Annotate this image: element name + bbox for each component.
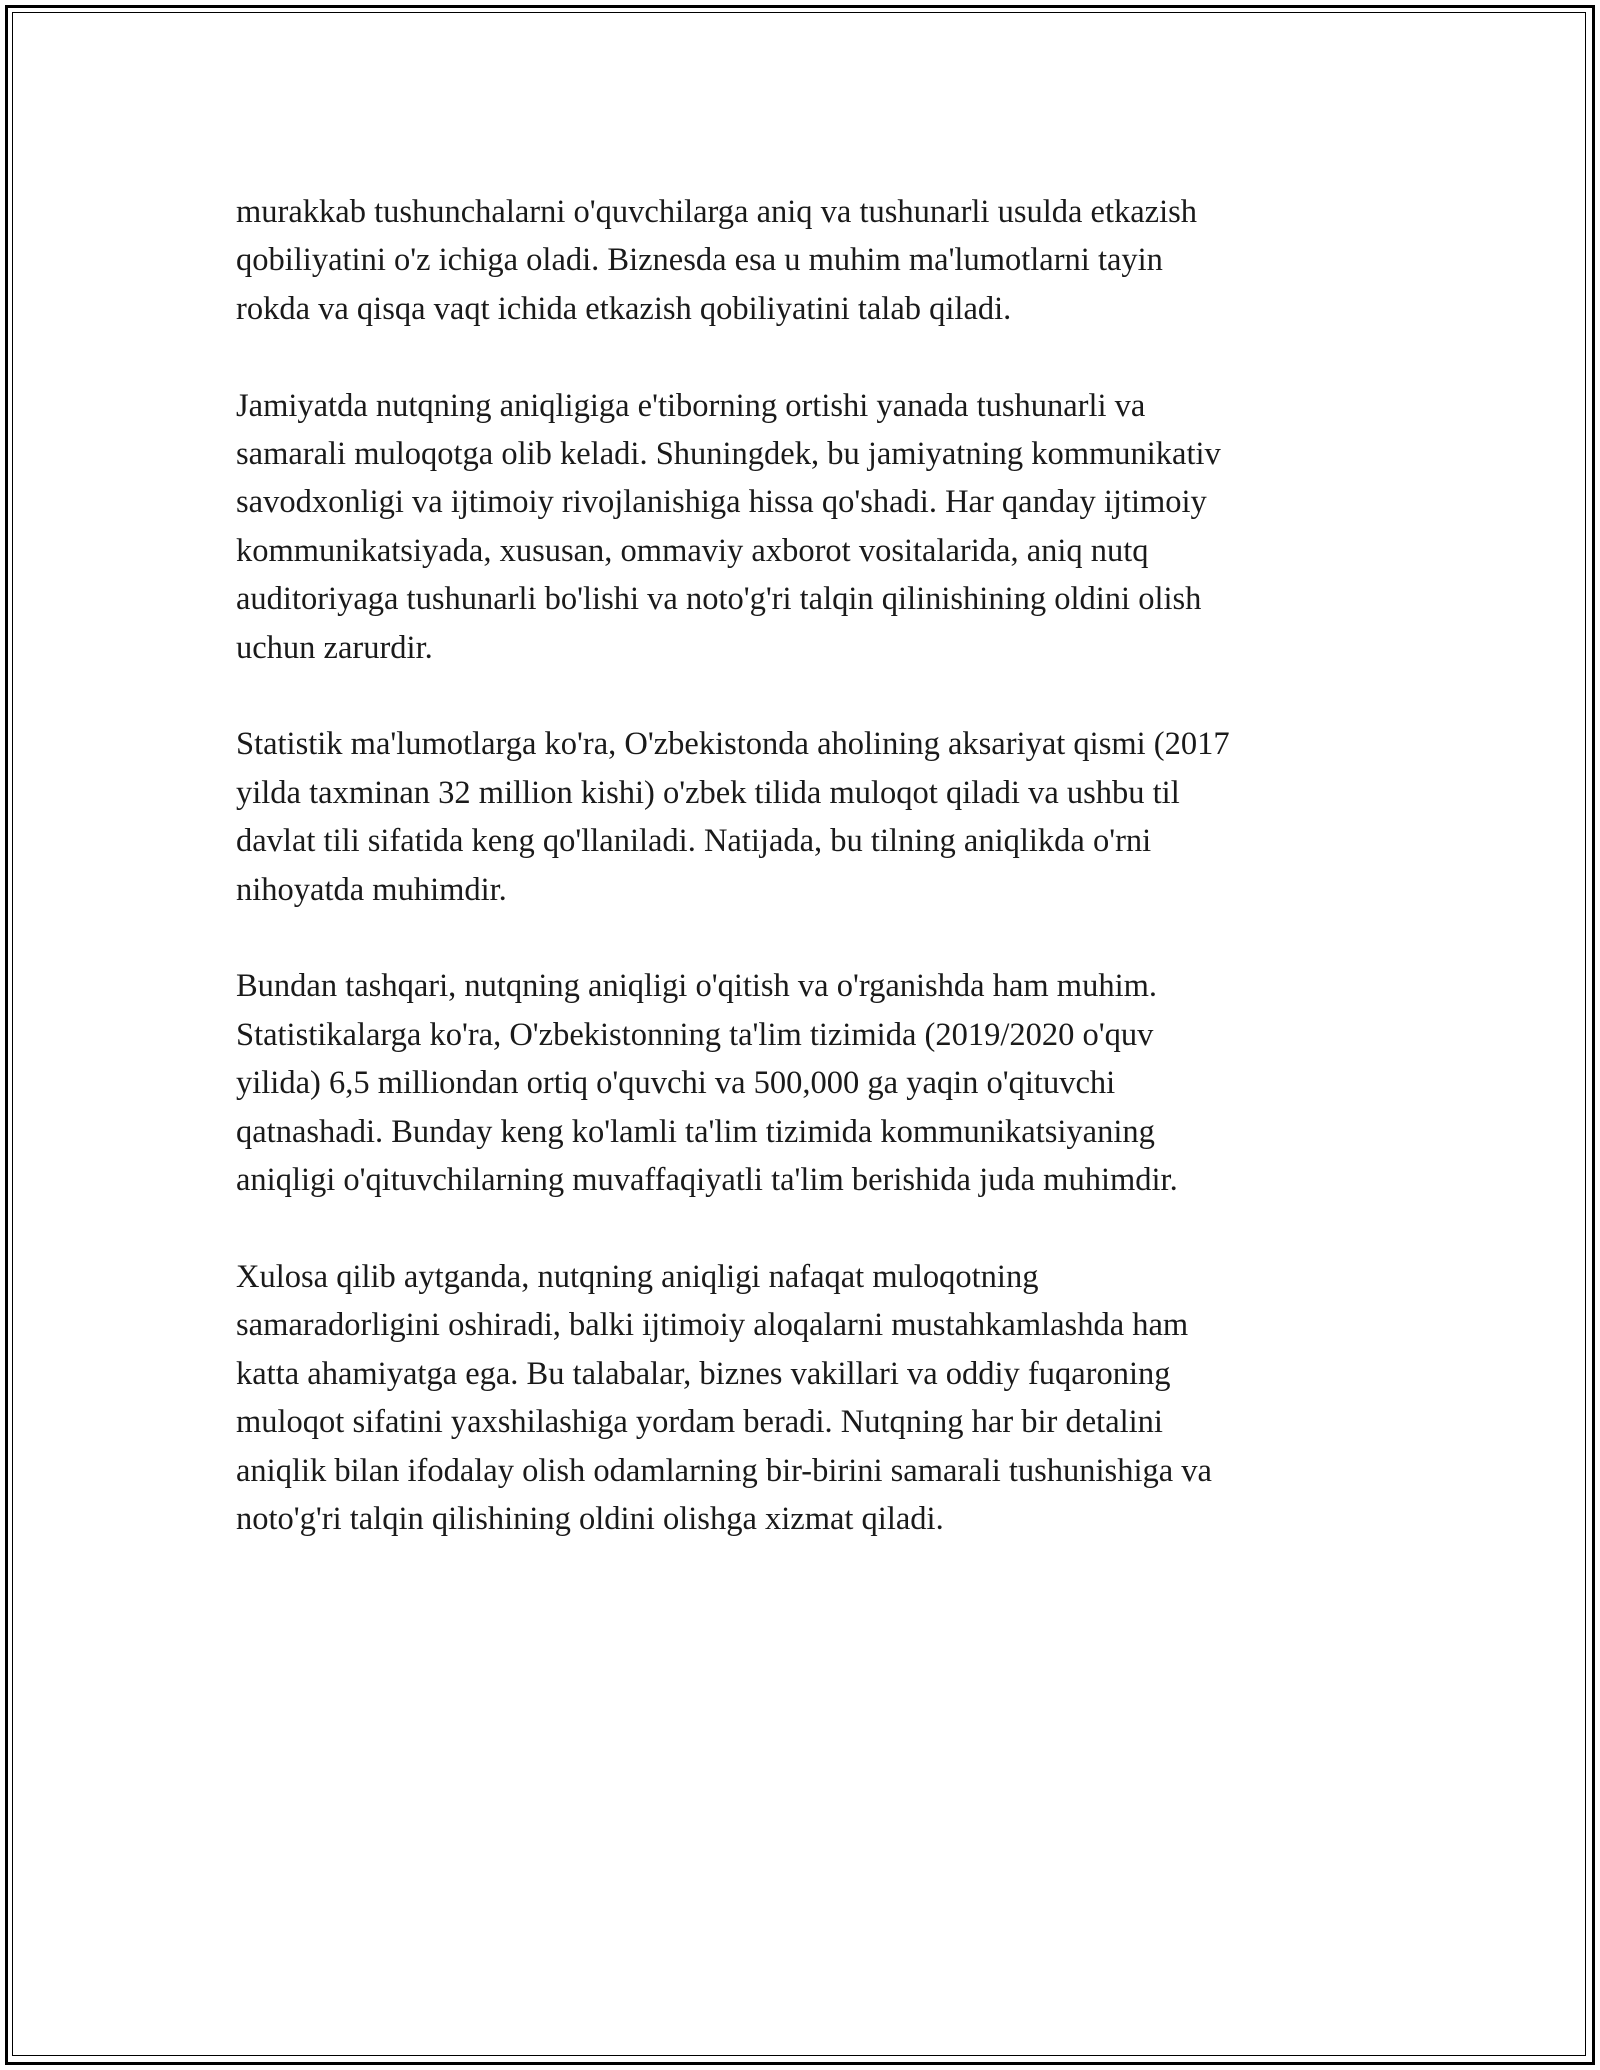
paragraph-4: Bundan tashqari, nutqning aniqligi o'qitish va o'rganishda ham muhim. Statistikalarga ko'ra, O'zbekistonning ta'lim tizimida (2019/2020 o'quv yilida) 6,5 milliondan ortiq o'quvchi va 500,000 ga yaqin o'qituvchi qatnashadi. Bunday keng ko'lamli ta'lim tizimida kommunikatsiyaning aniqligi o'qituvchilarning muvaffaqiyatli ta'lim berishida juda muhimdir.: [236, 968, 1178, 1199]
paragraph-2: Jamiyatda nutqning aniqligiga e'tiborning ortishi yanada tushunarli va samarali muloqotga olib keladi. Shuningdek, bu jamiyatning kommunikativ savodxonligi va ijtimoiy rivojlanishiga hissa qo'shadi. Har qanday ijtimoiy kommunikatsiyada, xususan, ommaviy axborot vositalarida, aniq nutq auditoriyaga tushunarli bo'lishi va noto'g'ri talqin qilinishining oldini olish uchun zarurdir.: [236, 387, 1221, 666]
paragraph-3: Statistik ma'lumotlarga ko'ra, O'zbekistonda aholining aksariyat qismi (2017 yilda taxminan 32 million kishi) o'zbek tilida muloqot qiladi va ushbu til davlat tili sifatida keng qo'llaniladi. Natijada, bu tilning aniqlikda o'rni nihoyatda muhimdir.: [236, 726, 1230, 908]
paragraph-5: Xulosa qilib aytganda, nutqning aniqligi nafaqat muloqotning samaradorligini oshiradi, balki ijtimoiy aloqalarni mustahkamlashda ham katta ahamiyatga ega. Bu talabalar, biznes vakillari va oddiy fuqaroning muloqot sifatini yaxshilashiga yordam beradi. Nutqning har bir detalini aniqlik bilan ifodalay olish odamlarning bir-birini samarali tushunishiga va noto'g'ri talqin qilishining oldini olishga xizmat qiladi.: [236, 1258, 1212, 1537]
paragraph-1: murakkab tushunchalarni o'quvchilarga aniq va tushunarli usulda etkazish qobiliyatini o'z ichiga oladi. Biznesda esa u muhim ma'lumotlarni tayin rokda va qisqa vaqt ichida etkazish qobiliyatini talab qiladi.: [236, 194, 1198, 327]
document-body: [236, 188, 1366, 1592]
